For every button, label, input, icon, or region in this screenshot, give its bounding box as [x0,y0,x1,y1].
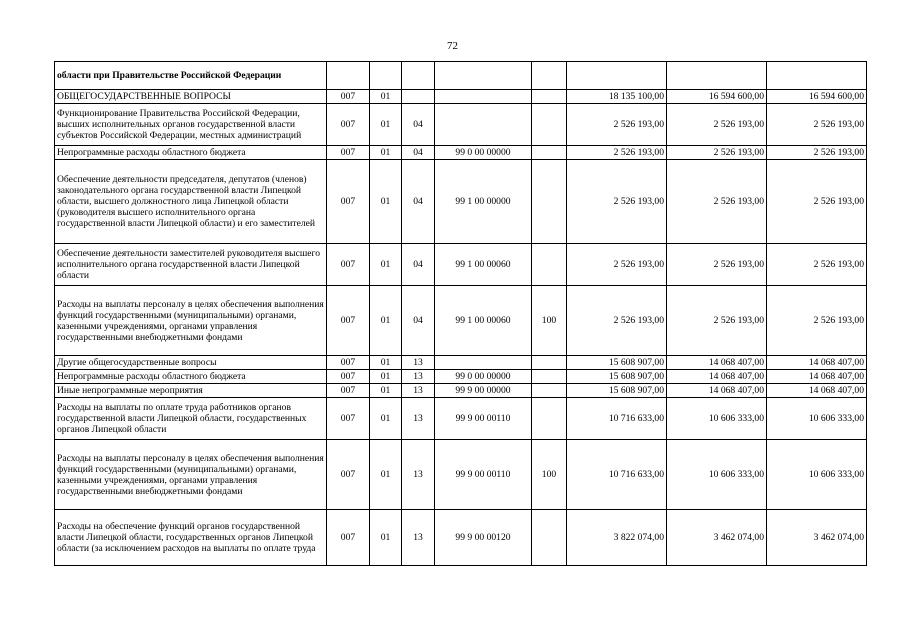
cell-sum-3 [767,62,867,90]
table-row [55,244,867,286]
cell-vr [532,62,567,90]
cell-rz: 01 [370,90,402,104]
cell-vr: 100 [532,286,567,356]
cell-ved: 007 [327,510,370,566]
cell-name: Расходы на обеспечение функций органов государственной власти Липецкой области, государственных органов Липецкой области (за исключением расходов на выплаты по оплате труда [55,510,327,566]
cell-sum-2: 14 068 407,00 [667,356,767,370]
cell-sum-2: 10 606 333,00 [667,440,767,510]
cell-pr: 13 [402,356,435,370]
cell-csr: 99 1 00 00060 [435,286,532,356]
cell-vr [532,398,567,440]
cell-ved: 007 [327,90,370,104]
cell-sum-2: 16 594 600,00 [667,90,767,104]
cell-ved: 007 [327,146,370,160]
cell-name: Иные непрограммные мероприятия [55,384,327,398]
cell-name: Расходы на выплаты по оплате труда работников органов государственной власти Липецкой области, государственных органов Липецкой области [55,398,327,440]
cell-vr [532,384,567,398]
cell-csr: 99 1 00 00060 [435,244,532,286]
cell-rz: 01 [370,384,402,398]
cell-sum-2: 14 068 407,00 [667,384,767,398]
cell-sum-3: 3 462 074,00 [767,510,867,566]
cell-pr: 04 [402,146,435,160]
cell-sum-1: 15 608 907,00 [567,356,667,370]
table-row [55,62,867,90]
cell-sum-2: 2 526 193,00 [667,286,767,356]
cell-pr: 04 [402,104,435,146]
cell-csr: 99 9 00 00000 [435,384,532,398]
table-row [55,398,867,440]
cell-csr [435,62,532,90]
cell-sum-1: 3 822 074,00 [567,510,667,566]
cell-ved: 007 [327,440,370,510]
cell-csr [435,356,532,370]
cell-pr: 04 [402,244,435,286]
cell-name: ОБЩЕГОСУДАРСТВЕННЫЕ ВОПРОСЫ [55,90,327,104]
cell-sum-3: 16 594 600,00 [767,90,867,104]
cell-pr [402,62,435,90]
cell-rz: 01 [370,104,402,146]
cell-name: Непрограммные расходы областного бюджета [55,370,327,384]
budget-table [54,61,867,566]
cell-vr: 100 [532,440,567,510]
cell-rz: 01 [370,146,402,160]
cell-rz: 01 [370,160,402,244]
cell-name: Расходы на выплаты персоналу в целях обеспечения выполнения функций государственными (муниципальными) органами, казенными учреждениями, органами управления государственными внебюджетными фондами [55,286,327,356]
cell-name: Другие общегосударственные вопросы [55,356,327,370]
cell-sum-2: 2 526 193,00 [667,160,767,244]
cell-sum-1: 2 526 193,00 [567,244,667,286]
cell-pr: 13 [402,510,435,566]
cell-vr [532,90,567,104]
cell-name: Непрограммные расходы областного бюджета [55,146,327,160]
table-row [55,286,867,356]
cell-sum-3: 2 526 193,00 [767,244,867,286]
cell-vr [532,244,567,286]
cell-pr: 13 [402,398,435,440]
cell-name: Обеспечение деятельности председателя, депутатов (членов) законодательного органа государственной власти Липецкой области, высшего должностного лица Липецкой области (руководителя высшего исполнительного органа государственной власти Липецкой области) и его заместителей [55,160,327,244]
cell-rz: 01 [370,356,402,370]
cell-pr: 13 [402,440,435,510]
cell-name: Обеспечение деятельности заместителей руководителя высшего исполнительного органа государственной власти Липецкой области [55,244,327,286]
cell-sum-1: 10 716 633,00 [567,398,667,440]
cell-sum-1: 18 135 100,00 [567,90,667,104]
table-row [55,160,867,244]
table-row [55,90,867,104]
cell-csr: 99 9 00 00110 [435,398,532,440]
cell-sum-1: 2 526 193,00 [567,104,667,146]
cell-name: Функционирование Правительства Российской Федерации, высших исполнительных органов государственной власти субъектов Российской Федерации, местных администраций [55,104,327,146]
table-row [55,384,867,398]
table-body [55,62,867,566]
table-row [55,146,867,160]
cell-sum-3: 2 526 193,00 [767,286,867,356]
cell-name: области при Правительстве Российской Федерации [55,62,327,90]
cell-ved: 007 [327,398,370,440]
cell-sum-2: 2 526 193,00 [667,146,767,160]
cell-rz: 01 [370,440,402,510]
table-row [55,370,867,384]
cell-sum-1: 15 608 907,00 [567,370,667,384]
cell-pr [402,90,435,104]
cell-vr [532,160,567,244]
cell-sum-2 [667,62,767,90]
cell-pr: 04 [402,286,435,356]
cell-sum-2: 3 462 074,00 [667,510,767,566]
cell-csr: 99 9 00 00120 [435,510,532,566]
cell-csr: 99 0 00 00000 [435,146,532,160]
cell-csr: 99 1 00 00000 [435,160,532,244]
table-row [55,510,867,566]
cell-rz [370,62,402,90]
cell-sum-3: 14 068 407,00 [767,370,867,384]
cell-name: Расходы на выплаты персоналу в целях обеспечения выполнения функций государственными (муниципальными) органами, казенными учреждениями, органами управления государственными внебюджетными фондами [55,440,327,510]
cell-sum-1 [567,62,667,90]
cell-csr [435,104,532,146]
table-row [55,104,867,146]
cell-rz: 01 [370,244,402,286]
cell-csr [435,90,532,104]
cell-sum-2: 14 068 407,00 [667,370,767,384]
cell-ved: 007 [327,384,370,398]
cell-pr: 13 [402,370,435,384]
cell-sum-2: 2 526 193,00 [667,104,767,146]
cell-vr [532,104,567,146]
page-number: 72 [447,40,458,52]
cell-sum-1: 2 526 193,00 [567,146,667,160]
cell-sum-3: 2 526 193,00 [767,160,867,244]
cell-sum-1: 10 716 633,00 [567,440,667,510]
cell-sum-3: 14 068 407,00 [767,356,867,370]
cell-rz: 01 [370,370,402,384]
cell-ved: 007 [327,356,370,370]
cell-sum-1: 2 526 193,00 [567,160,667,244]
cell-vr [532,370,567,384]
cell-rz: 01 [370,510,402,566]
cell-ved [327,62,370,90]
cell-sum-3: 10 606 333,00 [767,398,867,440]
cell-ved: 007 [327,286,370,356]
table-row [55,440,867,510]
cell-vr [532,146,567,160]
cell-rz: 01 [370,398,402,440]
cell-sum-3: 2 526 193,00 [767,104,867,146]
cell-ved: 007 [327,244,370,286]
cell-csr: 99 0 00 00000 [435,370,532,384]
cell-ved: 007 [327,104,370,146]
cell-sum-2: 2 526 193,00 [667,244,767,286]
cell-sum-3: 10 606 333,00 [767,440,867,510]
cell-pr: 04 [402,160,435,244]
cell-sum-1: 2 526 193,00 [567,286,667,356]
cell-ved: 007 [327,160,370,244]
cell-ved: 007 [327,370,370,384]
cell-rz: 01 [370,286,402,356]
cell-vr [532,510,567,566]
cell-vr [532,356,567,370]
cell-csr: 99 9 00 00110 [435,440,532,510]
cell-sum-3: 2 526 193,00 [767,146,867,160]
table-row [55,356,867,370]
cell-sum-1: 15 608 907,00 [567,384,667,398]
cell-sum-2: 10 606 333,00 [667,398,767,440]
cell-pr: 13 [402,384,435,398]
cell-sum-3: 14 068 407,00 [767,384,867,398]
